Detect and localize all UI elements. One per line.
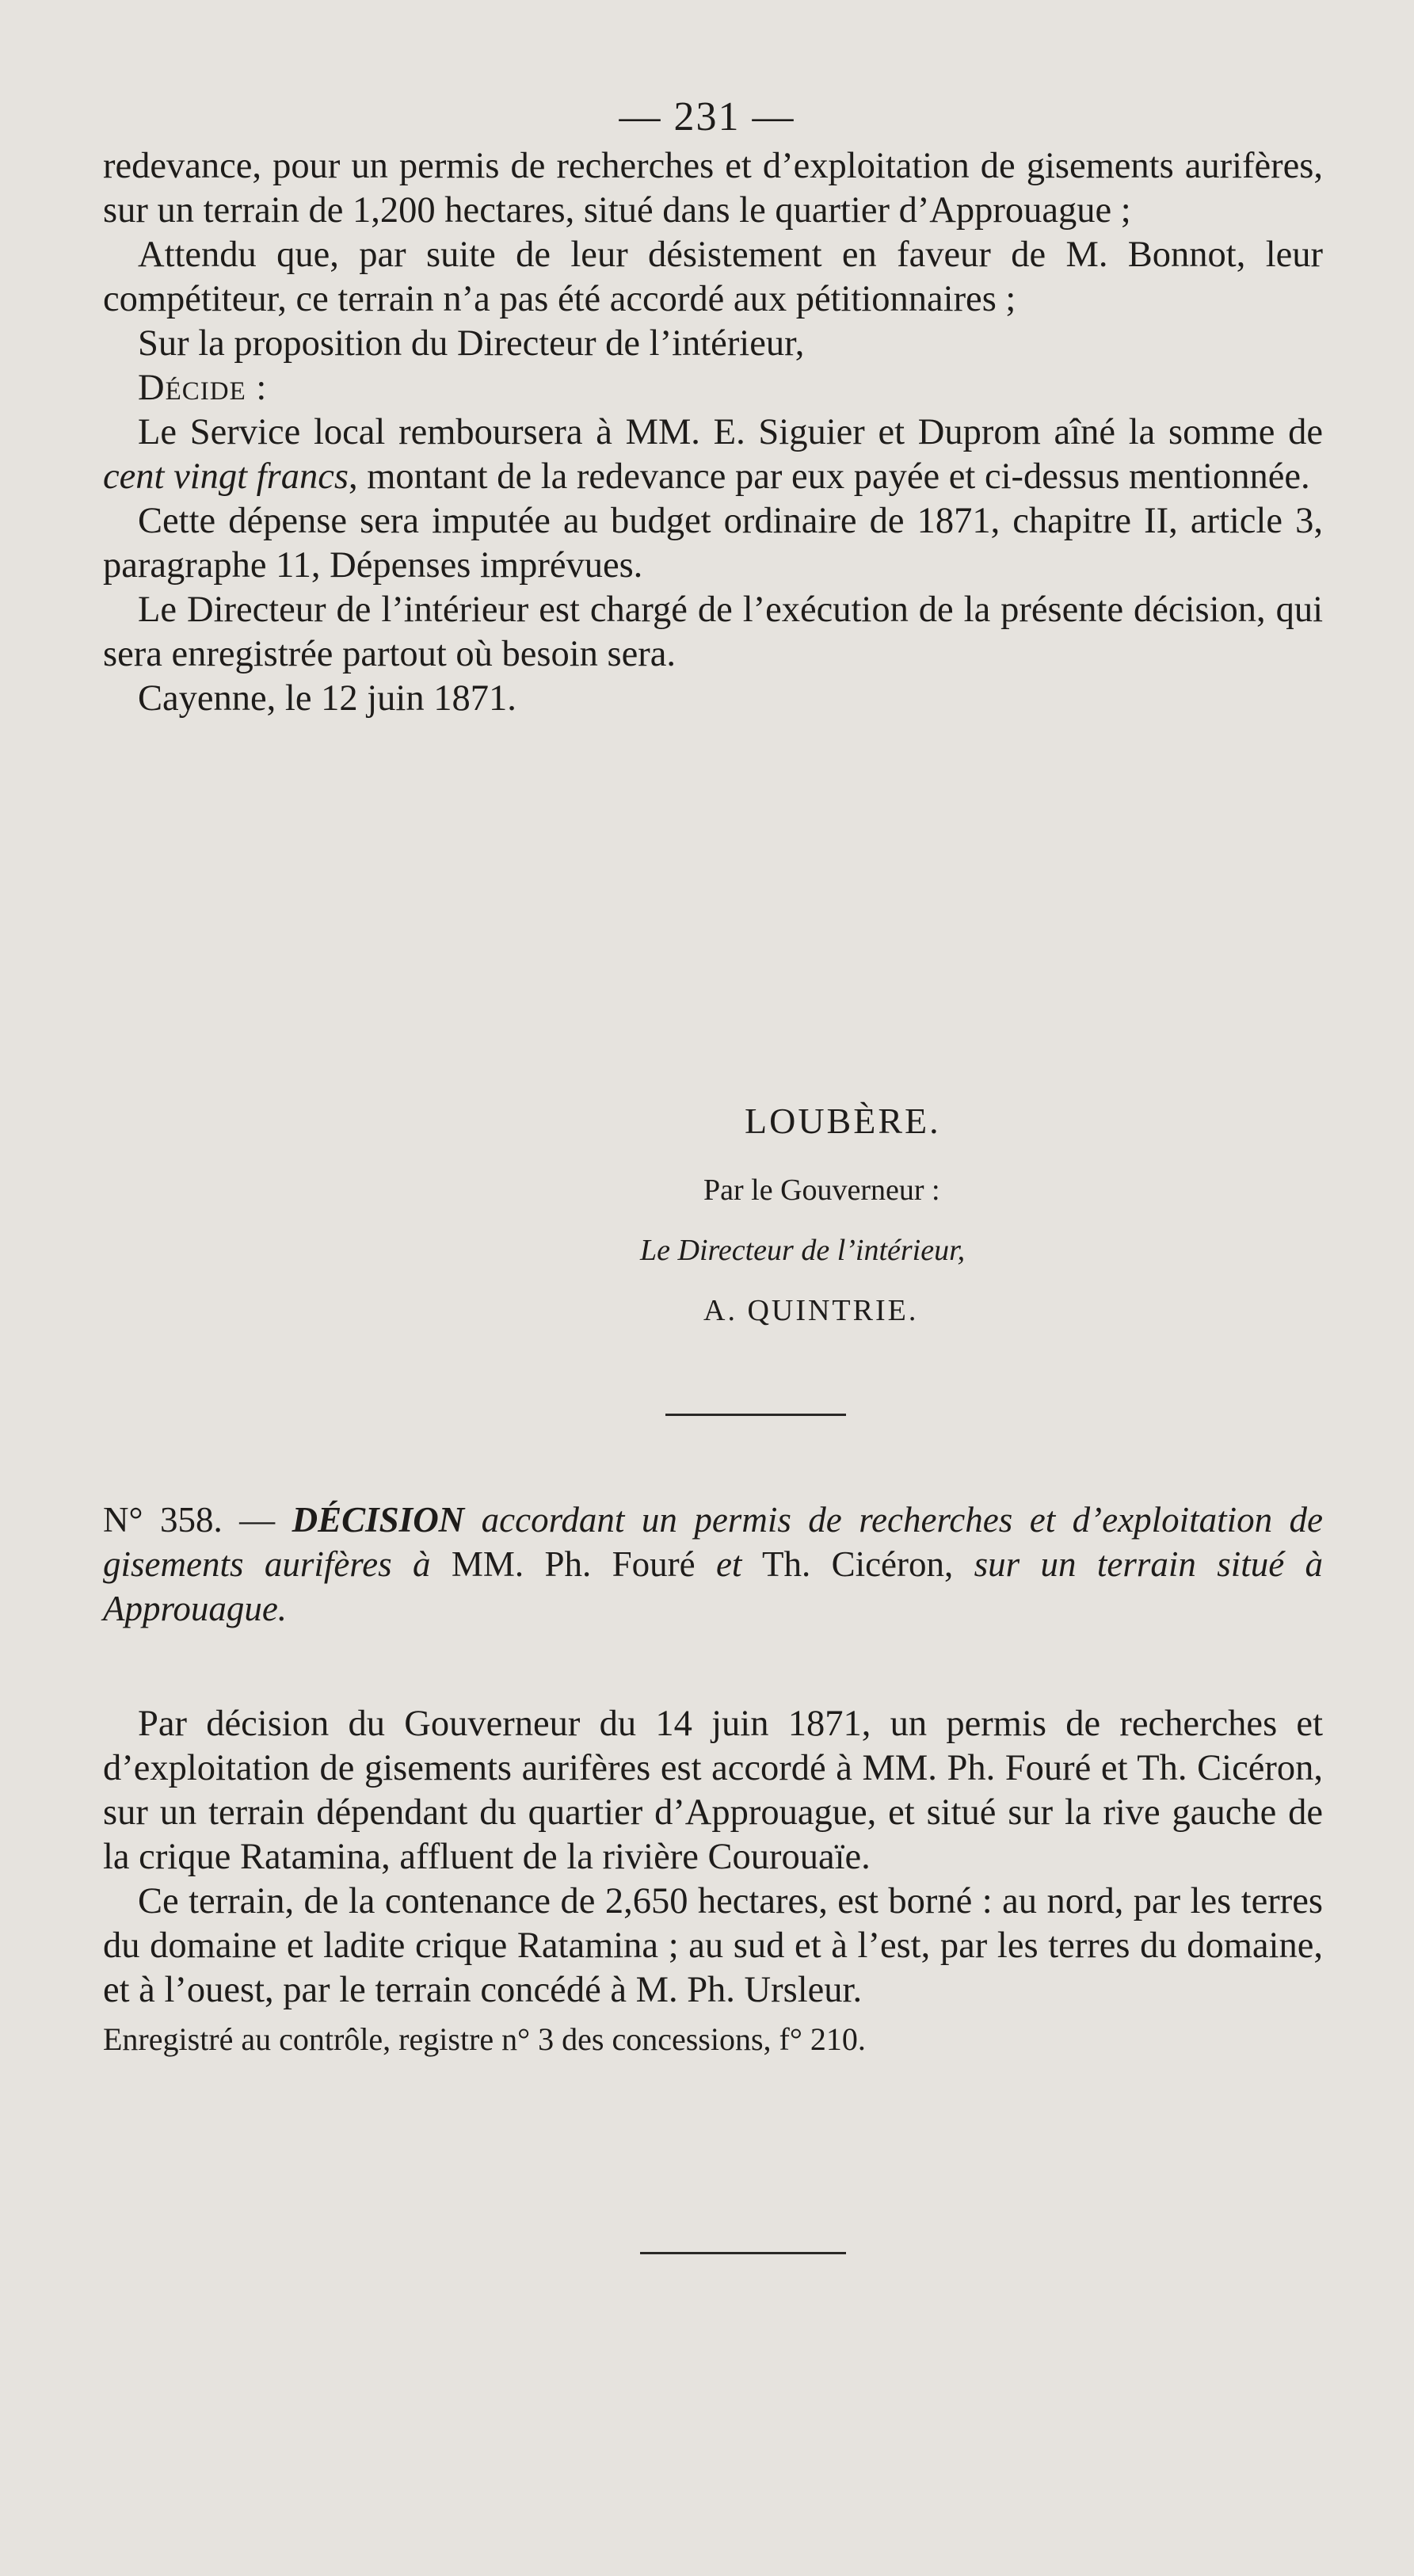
director-signature: A. QUINTRIE. (703, 1294, 919, 1327)
governor-signature: LOUBÈRE. (745, 1101, 941, 1141)
director-title: Le Directeur de l’intérieur, (640, 1234, 966, 1267)
paragraph-remboursement (103, 410, 1323, 499)
closing-divider (640, 2252, 846, 2254)
decision-358-heading (103, 1498, 1323, 1631)
paragraph-redevance: redevance, pour un permis de recherches et d’exploitation de gisements aurifères, sur un terrain de 1,200 hectares, situé dans le quartier d’Approuague ; (103, 146, 1323, 231)
decision-grantees-2: Th. Cicéron, (761, 1544, 954, 1584)
paragraph-terrain: Ce terrain, de la contenance de 2,650 hectares, est borné : au nord, par les terres du domaine et ladite crique Ratamina ; au sud et à l’est, par les terres du domaine, et à l’ouest, par le terrain concédé à M. Ph. Ursleur. (103, 1881, 1323, 2010)
page-number: — 231 — (619, 94, 795, 139)
decision-grantees-1: MM. Ph. Fouré (451, 1544, 696, 1584)
remboursement-text-end: , montant de la redevance par eux payée et ci-dessus mentionnée. (348, 456, 1310, 497)
paragraph-execution: Le Directeur de l’intérieur est chargé de l’exécution de la présente décision, qui sera enregistrée partout où besoin sera. (103, 590, 1323, 674)
section-divider (665, 1414, 846, 1416)
decision-number: N° 358. — (103, 1500, 276, 1540)
paragraph-par-decision: Par décision du Gouverneur du 14 juin 1871, un permis de recherches et d’exploitation de gisements aurifères est accordé à MM. Ph. Fouré et Th. Cicéron, sur un terrain dépendant du quartier d’Approuague, et situé sur la rive gauche de la crique Ratamina, affluent de la rivière Courouaïe. (103, 1704, 1323, 1877)
remboursement-amount: cent vingt francs (103, 456, 349, 497)
par-le-gouverneur: Par le Gouverneur : (703, 1174, 940, 1207)
remboursement-text-start: Le Service local remboursera à MM. E. Siguier et Duprom aîné la somme de (138, 412, 1323, 452)
decision-subject: accordant un permis de recherches et d’exploitation de gisements aurifères à (103, 1500, 1324, 1584)
decision-location: sur un terrain situé à Approuague. (103, 1544, 1324, 1628)
decision-label: DÉCISION (292, 1500, 465, 1540)
second-decision-text (103, 1702, 1323, 2062)
paragraph-proposition: Sur la proposition du Directeur de l’intérieur, (138, 323, 805, 364)
paragraph-attendu: Attendu que, par suite de leur désistement en faveur de M. Bonnot, leur compétiteur, ce terrain n’a pas été accordé aux pétitionnaires ; (103, 235, 1323, 319)
paragraph-date: Cayenne, le 12 juin 1871. (138, 678, 516, 719)
paragraph-decide: Décide : (138, 368, 268, 408)
paragraph-depense: Cette dépense sera imputée au budget ordinaire de 1871, chapitre II, article 3, paragraphe 11, Dépenses imprévues. (103, 501, 1323, 586)
registration-note: Enregistré au contrôle, registre n° 3 des concessions, f° 210. (103, 2021, 866, 2057)
first-decision-text (103, 144, 1323, 721)
decision-and: et (715, 1544, 742, 1584)
